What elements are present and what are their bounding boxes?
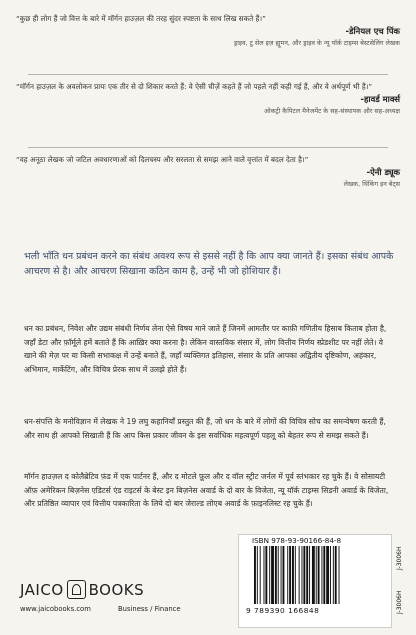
divider xyxy=(28,147,388,148)
quote-text: “ वह अनूठा लेखक जो जटिल अवधारणाओं को दिलचस्प और सरलता से समझ आने वाले वृत्तांत में बदल देता है। ” xyxy=(16,155,400,166)
publisher-website: www.jaicobooks.com xyxy=(20,605,91,613)
quote-1 xyxy=(16,14,400,47)
book-category: Business / Finance xyxy=(118,605,181,613)
jaico-emblem-icon xyxy=(67,580,86,599)
description-paragraph-1: धन का प्रबंधन, निवेश और उद्यम संबंधी निर्णय लेना ऐसे विषय माने जाते हैं जिनमें आमतौर पर काफ़ी गणितीय हिसाब किताब होता है, जहाँ डेटा और फ़ॉर्मूले हमें बताते हैं कि आख़िर क्या करना है। लेकिन वास्तविक संसार में, लोग वित्तीय निर्णय स्प्रेडशीट पर नहीं लेते। वे खाने की मेज़ पर या किसी सभाकक्ष में उन्हें बनाते हैं, जहाँ व्यक्तिगत इतिहास, संसार के प्रति आपका अद्वितीय दृष्टिकोण, अहंकार, अभिमान, मार्केटिंग, और विचित्र प्रेरक साथ में उलझे होते हैं। xyxy=(24,324,387,374)
quote-author: - हावर्ड मार्क्स xyxy=(16,94,400,105)
author-bio-paragraph: मॉर्गन हाउज़ल द कोलैब्रेटिव फ़ंड में एक पार्टनर हैं, और द मोटले फ़ूल और द वॉल स्ट्रीट जर्नल में पूर्व स्तंभकार रह चुके हैं। वे सोसायटी ऑफ़ अमेरिकन बिज़नेस एडिटर्स एंड राइटर्स के बेस्ट इन बिज़नेस अवार्ड के दो बार के विजेता, न्यू यॉर्क टाइम्स सिडनी अवार्ड के विजेता, और प्रतिष्ठित व्यापार एवं वित्तीय पत्रकारिता के लिये दो बार जेराल्ड लोएब अवार्ड के फ़ाइनलिस्ट रह चुके हैं। xyxy=(24,472,389,509)
side-code-top: J-3006H xyxy=(396,540,410,576)
isbn-label: ISBN 978-93-90166-84-8 xyxy=(252,536,342,545)
quote-text: “ मॉर्गन हाउज़ल के अवलोकन प्रायः एक तीर से दो शिकार करते हैं: वे ऐसी चीज़ें कहते हैं जो पहले नहीं कही गई हैं, और वे अर्थपूर्ण भी हैं। ” xyxy=(16,82,400,93)
quote-author-role: ड्राइव, टु सेल इज़ ह्यूमन, और ड्राइव के न्यू यॉर्क टाइम्स बेस्टसेलिंग लेखक xyxy=(233,38,400,47)
quote-3 xyxy=(16,155,400,188)
barcode-digits: 9 789390 166848 xyxy=(246,606,320,615)
quote-text: “ कुछ ही लोग हैं जो वित्त के बारे में मॉर्गन हाउज़ल की तरह सुंदर स्पष्टता के साथ लिख सकते हैं। ” xyxy=(16,14,400,25)
description-paragraph-2: धन-संपत्ति के मनोविज्ञान में लेखक ने 19 लघु कहानियाँ प्रस्तुत की हैं, जो धन के बारे में लोगों की विचित्र सोच का समन्वेषण करती हैं, और साथ ही आपको सिखाती हैं कि आप किस प्रकार जीवन के इस सर्वाधिक महत्वपूर्ण पहलू को बेहतर रूप से समझ सकते हैं। xyxy=(24,417,386,440)
quote-2 xyxy=(16,82,400,115)
quote-author-role: लेखक, थिंकिंग इन बेट्स xyxy=(343,179,400,188)
publisher-logo xyxy=(20,580,144,599)
quote-author: - ऐनी ड्यूक xyxy=(16,167,400,178)
quote-author-role: ओकट्री कैपिटल मैनेजमेंट के सह-संस्थापक और सह-अध्यक्ष xyxy=(263,106,400,115)
lead-statement: भली भाँति धन प्रबंधन करने का संबंध अवश्य रूप से इससे नहीं है कि आप क्या जानते हैं। इसका संबंध आपके आचरण से है। और आचरण सिखाना कठिन काम है, उन्हें भी जो होशियार हैं। xyxy=(24,251,394,278)
divider xyxy=(28,74,388,75)
logo-word-left: JAICO xyxy=(20,580,64,599)
logo-word-right: BOOKS xyxy=(88,580,145,599)
side-code-bottom: J-3006H xyxy=(396,584,410,620)
barcode-icon xyxy=(254,546,370,604)
quote-author: - डेनियल एच पिंक xyxy=(16,26,400,37)
